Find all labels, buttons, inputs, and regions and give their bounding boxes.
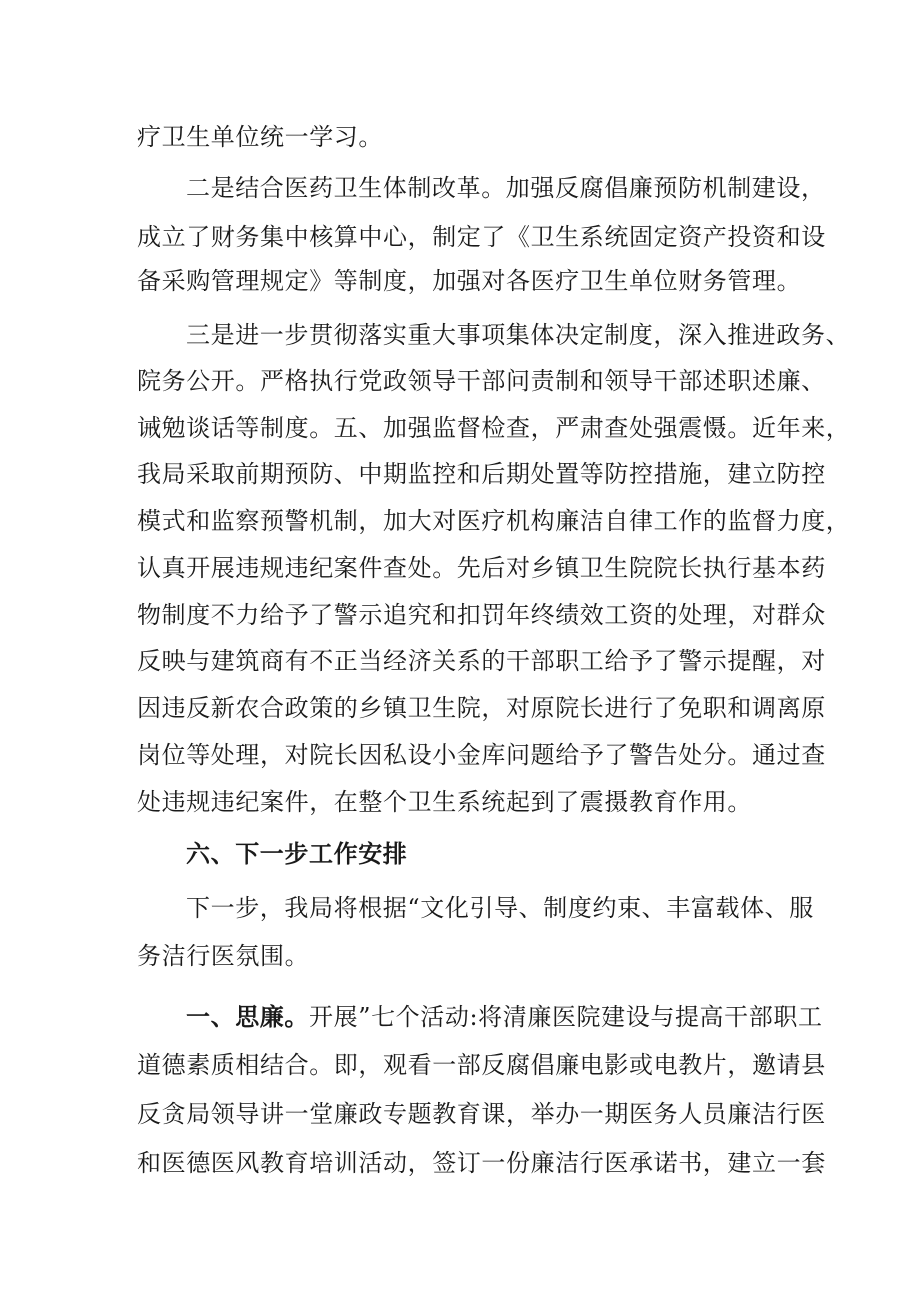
text-line: 务洁行医氛围。 bbox=[137, 942, 310, 970]
text-line: 认真开展违规违纪案件查处。先后对乡镇卫生院院长执行基本药 bbox=[137, 554, 826, 582]
paragraph-line bbox=[186, 1002, 823, 1032]
text-line: 和医德医风教育培训活动，签订一份廉洁行医承诺书，建立一套 bbox=[137, 1149, 826, 1177]
text-line: 诫勉谈话等制度。五、加强监督检查，严肃查处强震慑。近年来， bbox=[137, 414, 851, 442]
text-line: 物制度不力给予了警示追究和扣罚年终绩效工资的处理，对群众 bbox=[137, 601, 826, 629]
text-line: 岗位等处理，对院长因私设小金库问题给予了警告处分。通过查 bbox=[137, 741, 826, 769]
text-line: 处违规违纪案件，在整个卫生系统起到了震摄教育作用。 bbox=[137, 788, 752, 816]
text-line: 疗卫生单位统一学习。 bbox=[137, 123, 383, 151]
text-line: 反贪局领导讲一堂廉政专题教育课，举办一期医务人员廉洁行医 bbox=[137, 1100, 826, 1128]
text-line: 因违反新农合政策的乡镇卫生院，对原院长进行了免职和调离原 bbox=[137, 694, 826, 722]
text-line: 反映与建筑商有不正当经济关系的干部职工给予了警示提醒，对 bbox=[137, 647, 826, 675]
text-line: 我局采取前期预防、中期监控和后期处置等防控措施，建立防控 bbox=[137, 460, 826, 488]
text-line: 模式和监察预警机制，加大对医疗机构廉洁自律工作的监督力度， bbox=[137, 507, 851, 535]
paragraph-line: 二是结合医药卫生体制改革。加强反腐倡廉预防机制建设， bbox=[186, 174, 826, 202]
paragraph-text: 开展”七个活动:将清廉医院建设与提高干部职工 bbox=[309, 1003, 823, 1031]
paragraph-line: 三是进一步贯彻落实重大事项集体决定制度，深入推进政务、 bbox=[186, 321, 851, 349]
text-line: 道德素质相结合。即，观看一部反腐倡廉电影或电教片，邀请县 bbox=[137, 1051, 826, 1079]
section-heading: 六、下一步工作安排 bbox=[186, 839, 408, 868]
paragraph-line: 下一步，我局将根据“文化引导、制度约束、丰富载体、服 bbox=[186, 894, 814, 922]
text-line: 成立了财务集中核算中心，制定了《卫生系统固定资产投资和设 bbox=[137, 223, 826, 251]
subsection-title: 一、思廉。 bbox=[186, 1002, 309, 1031]
text-line: 备采购管理规定》等制度，加强对各医疗卫生单位财务管理。 bbox=[137, 267, 802, 295]
text-line: 院务公开。严格执行党政领导干部问责制和领导干部述职述廉、 bbox=[137, 367, 826, 395]
